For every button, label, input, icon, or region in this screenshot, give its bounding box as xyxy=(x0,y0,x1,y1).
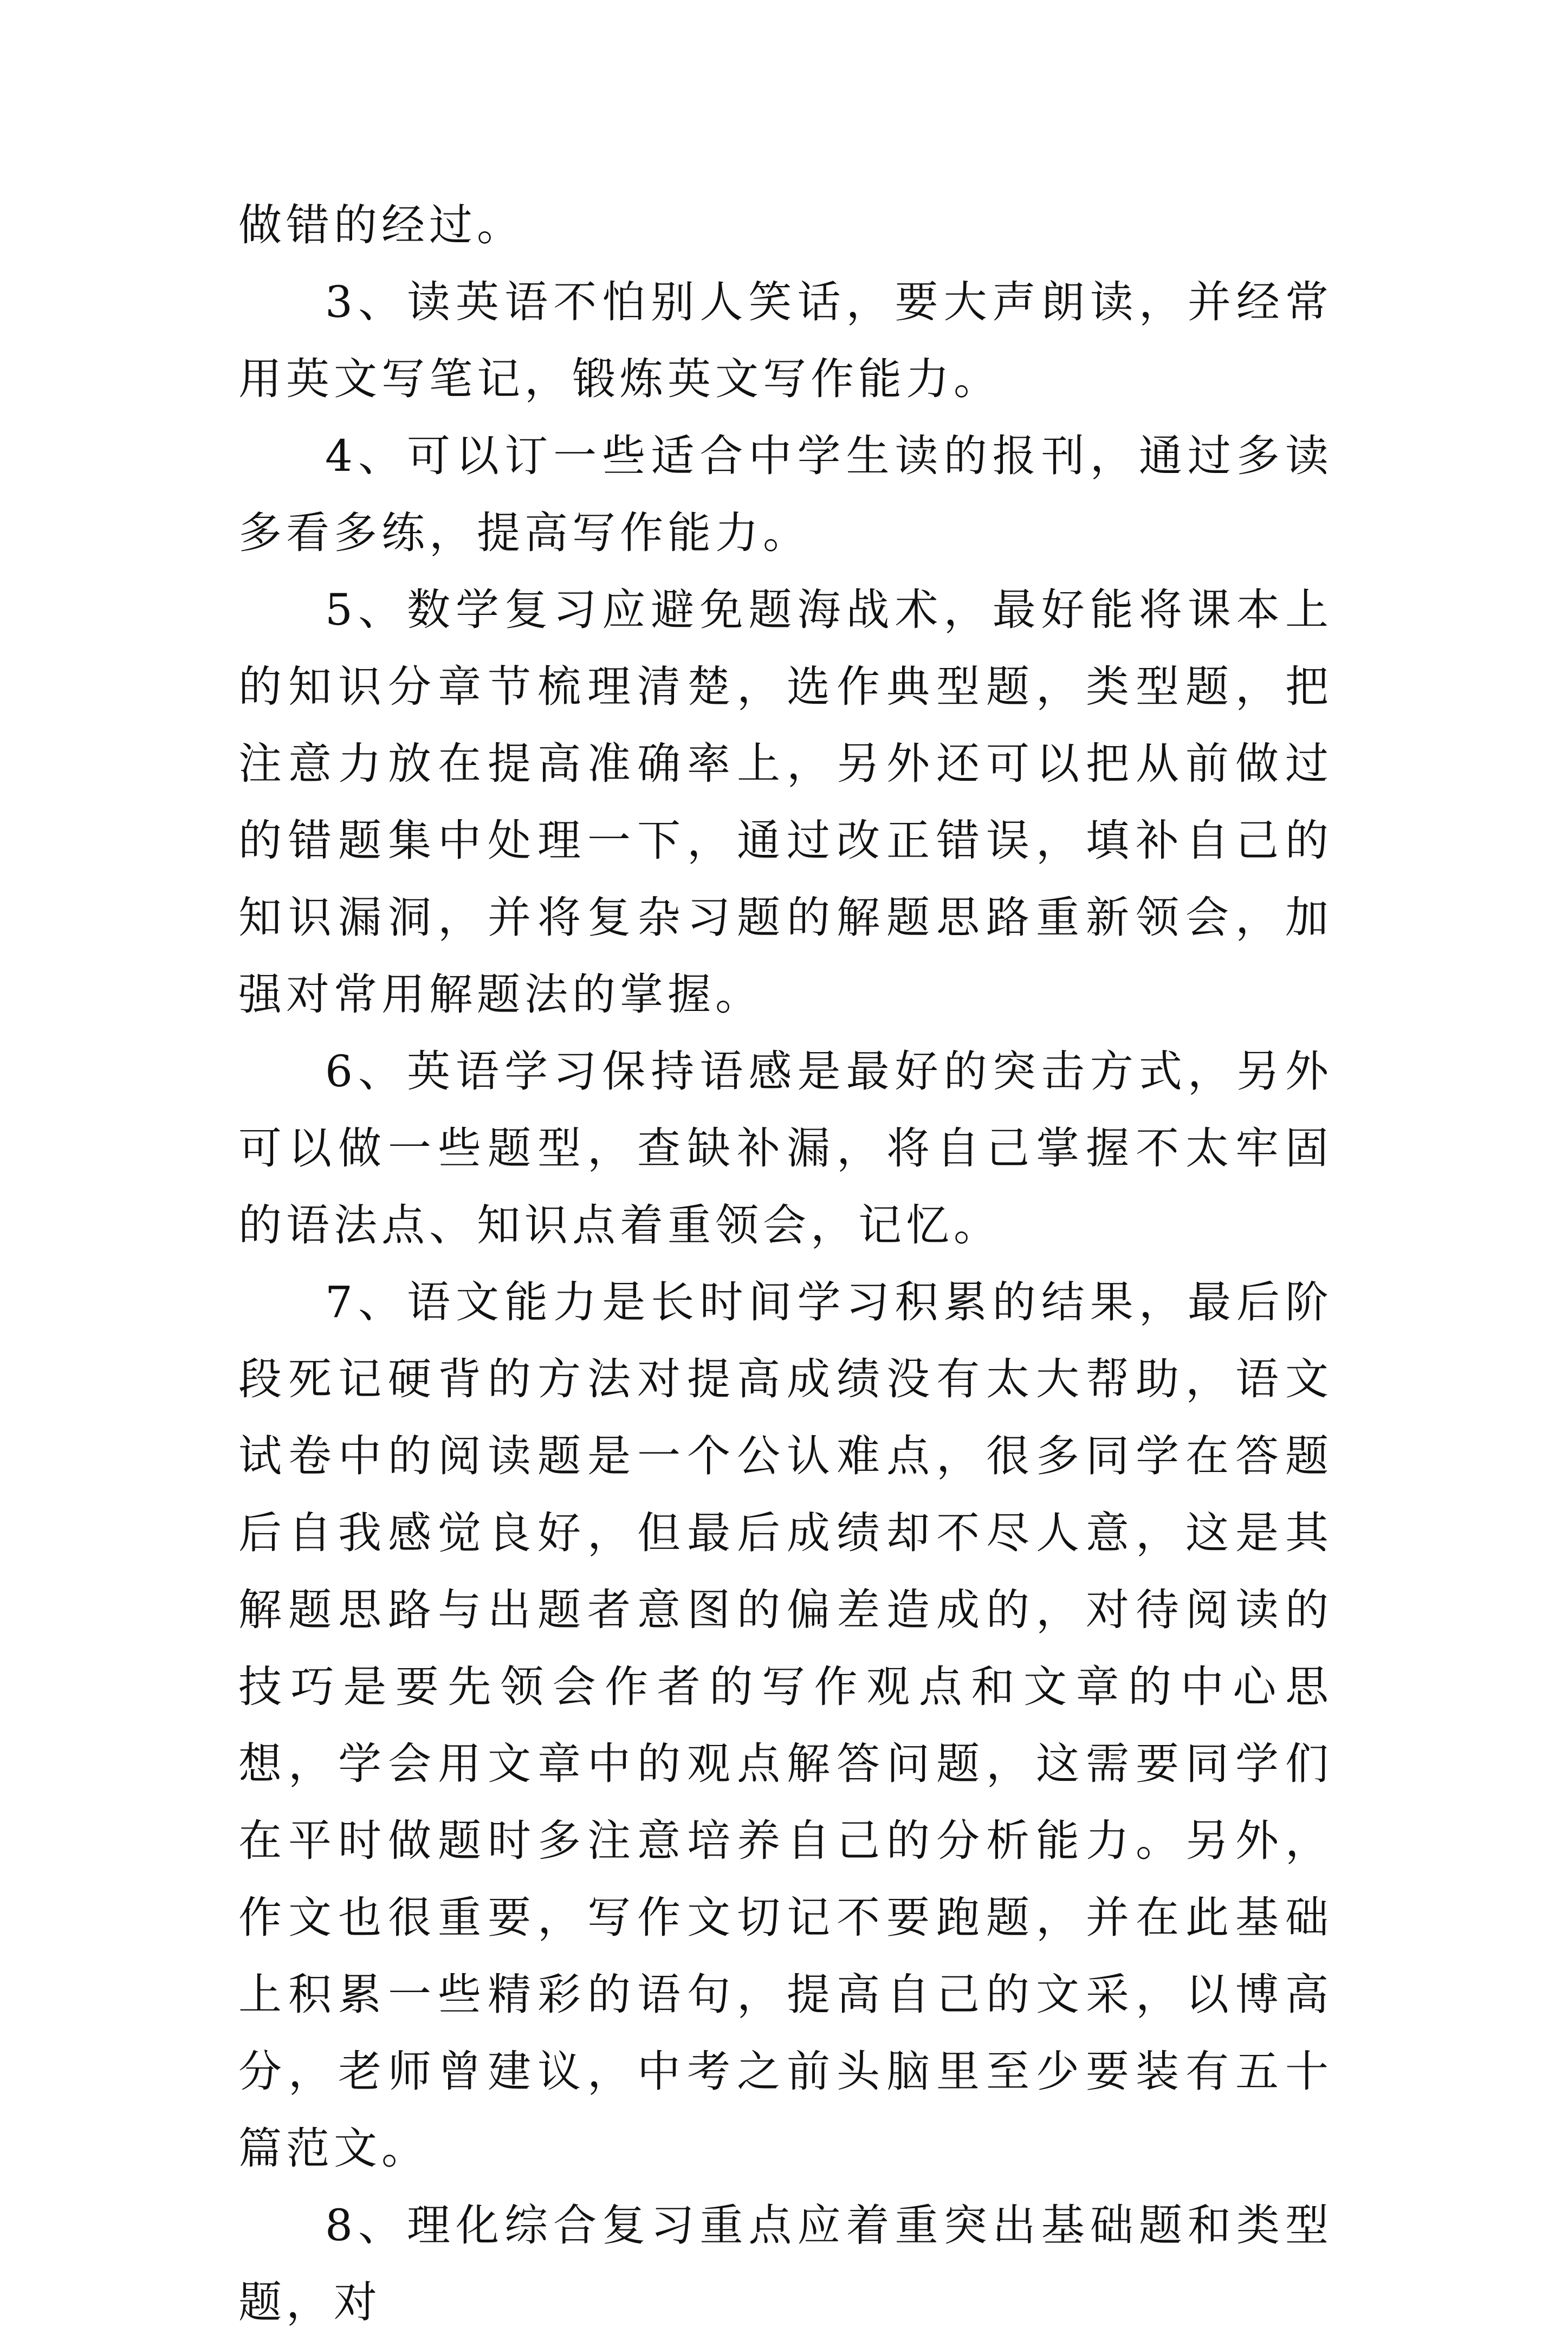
paragraph-continuation: 做错的经过。 xyxy=(238,200,524,250)
paragraph-item-3: 3、读英语不怕别人笑话，要大声朗读，并经常用英文写笔记，锻炼英文写作能力。 xyxy=(238,277,1333,404)
paragraph-item-7: 7、语文能力是长时间学习积累的结果，最后阶段死记硬背的方法对提高成绩没有太大帮助，语文试卷中的阅读题是一个公认难点，很多同学在答题后自我感觉良好，但最后成绩却不尽人意，这是其解题思路与出题者意图的偏差造成的，对待阅读的技巧是要先领会作者的写作观点和文章的中心思想，学会用文章中的观点解答问题，这需要同学们在平时做题时多注意培养自己的分析能力。另外，作文也很重要，写作文切记不要跑题，并在此基础上积累一些精彩的语句，提高自己的文采，以博高分，老师曾建议，中考之前头脑里至少要装有五十篇范文。 xyxy=(238,1277,1333,2174)
paragraph-item-4: 4、可以订一些适合中学生读的报刊，通过多读多看多练，提高写作能力。 xyxy=(238,431,1333,558)
paragraph-item-8: 8、理化综合复习重点应着重突出基础题和类型题，对 xyxy=(238,2200,1333,2327)
paragraph-item-5: 5、数学复习应避免题海战术，最好能将课本上的知识分章节梳理清楚，选作典型题，类型题，把注意力放在提高准确率上，另外还可以把从前做过的错题集中处理一下，通过改正错误，填补自己的知识漏洞，并将复杂习题的解题思路重新领会，加强对常用解题法的掌握。 xyxy=(238,585,1333,1020)
document-body xyxy=(238,187,1333,2341)
paragraph-item-6: 6、英语学习保持语感是最好的突击方式，另外可以做一些题型，查缺补漏，将自己掌握不太牢固的语法点、知识点着重领会，记忆。 xyxy=(238,1046,1333,1250)
